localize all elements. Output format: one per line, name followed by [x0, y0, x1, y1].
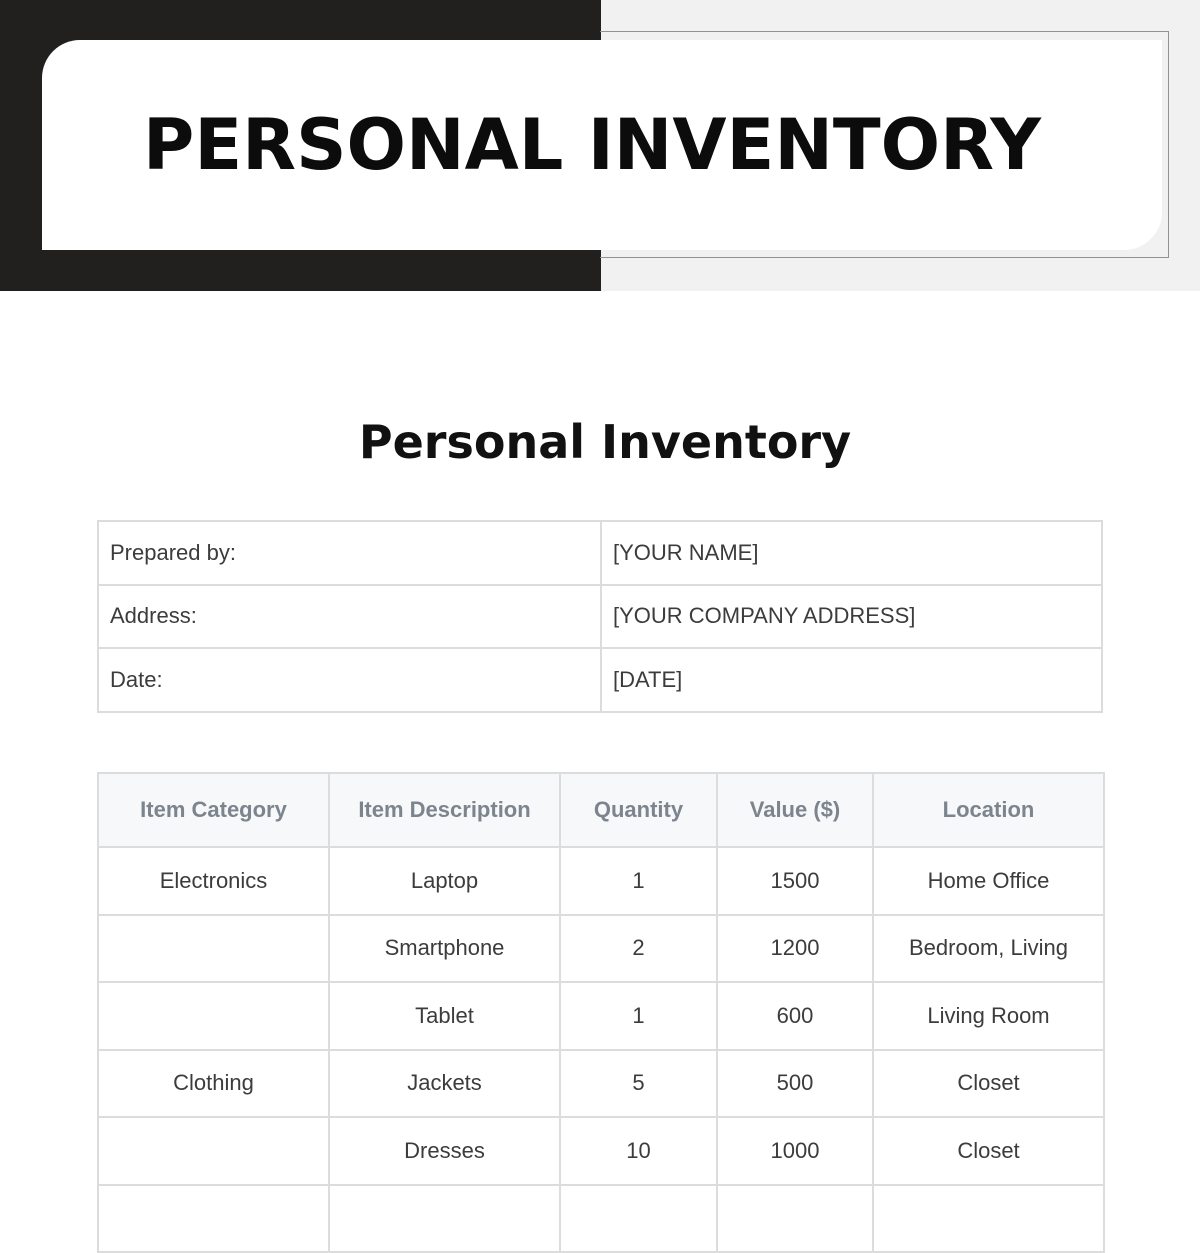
- cell-location: Living Room: [873, 982, 1104, 1050]
- cell-value: 1000: [717, 1117, 873, 1185]
- info-value[interactable]: [YOUR COMPANY ADDRESS]: [601, 585, 1102, 649]
- table-row: [98, 1117, 1104, 1185]
- column-header-value: Value ($): [717, 773, 873, 847]
- document-title: Personal Inventory: [358, 415, 852, 469]
- cell-description: Jackets: [329, 1050, 560, 1118]
- info-row-date: [98, 648, 1102, 712]
- info-row-prepared-by: [98, 521, 1102, 585]
- info-value[interactable]: [DATE]: [601, 648, 1102, 712]
- cell-description: Tablet: [329, 982, 560, 1050]
- cell-quantity: [560, 1185, 717, 1253]
- cell-value: [717, 1185, 873, 1253]
- cell-value: 1200: [717, 915, 873, 983]
- cell-category: [98, 1185, 329, 1253]
- table-row: [98, 982, 1104, 1050]
- info-label: Address:: [98, 585, 601, 649]
- cell-category: [98, 915, 329, 983]
- cell-quantity: 10: [560, 1117, 717, 1185]
- column-header-item-description: Item Description: [329, 773, 560, 847]
- cell-quantity: 5: [560, 1050, 717, 1118]
- cell-category: Electronics: [98, 847, 329, 915]
- info-row-address: [98, 585, 1102, 649]
- info-label: Date:: [98, 648, 601, 712]
- info-table: [97, 520, 1103, 713]
- cell-description: [329, 1185, 560, 1253]
- cell-location: Home Office: [873, 847, 1104, 915]
- cell-value: 500: [717, 1050, 873, 1118]
- cell-quantity: 2: [560, 915, 717, 983]
- cell-location: Closet: [873, 1050, 1104, 1118]
- table-row: [98, 915, 1104, 983]
- banner-title-card: [42, 40, 1162, 250]
- cell-location: Closet: [873, 1117, 1104, 1185]
- cell-value: 1500: [717, 847, 873, 915]
- table-row: [98, 1185, 1104, 1253]
- cell-value: 600: [717, 982, 873, 1050]
- cell-quantity: 1: [560, 982, 717, 1050]
- column-header-location: Location: [873, 773, 1104, 847]
- cell-category: Clothing: [98, 1050, 329, 1118]
- column-header-item-category: Item Category: [98, 773, 329, 847]
- cell-description: Laptop: [329, 847, 560, 915]
- cell-category: [98, 1117, 329, 1185]
- cell-location: Bedroom, Living: [873, 915, 1104, 983]
- cell-description: Dresses: [329, 1117, 560, 1185]
- cell-location: [873, 1185, 1104, 1253]
- info-label: Prepared by:: [98, 521, 601, 585]
- cell-description: Smartphone: [329, 915, 560, 983]
- table-row: [98, 847, 1104, 915]
- column-header-quantity: Quantity: [560, 773, 717, 847]
- table-header-row: [98, 773, 1104, 847]
- inventory-table: [97, 772, 1105, 1253]
- table-row: [98, 1050, 1104, 1118]
- cell-category: [98, 982, 329, 1050]
- info-value[interactable]: [YOUR NAME]: [601, 521, 1102, 585]
- cell-quantity: 1: [560, 847, 717, 915]
- banner-title: PERSONAL INVENTORY: [143, 104, 1041, 186]
- header-banner: [0, 0, 1200, 291]
